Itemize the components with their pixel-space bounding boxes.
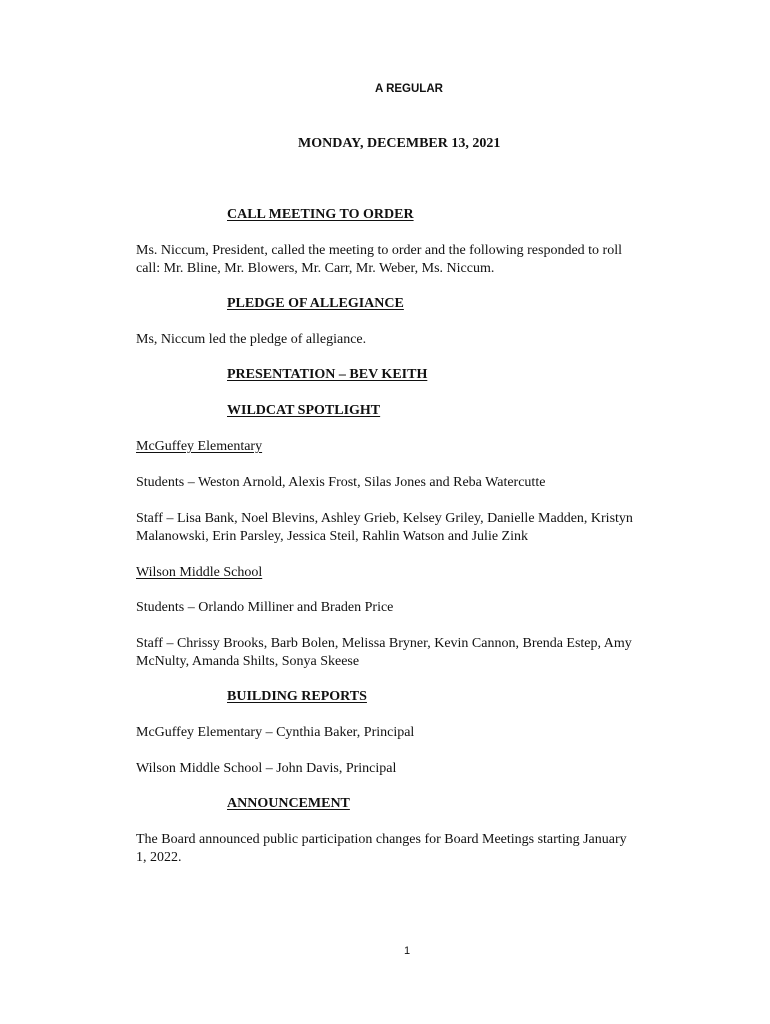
heading-pledge: PLEDGE OF ALLEGIANCE <box>227 296 404 311</box>
report-mcguffey: McGuffey Elementary – Cynthia Baker, Principal <box>136 725 415 740</box>
roll-call-line-2: call: Mr. Bline, Mr. Blowers, Mr. Carr, Mr. Weber, Ms. Niccum. <box>136 261 495 276</box>
mcguffey-staff-line-1: Staff – Lisa Bank, Noel Blevins, Ashley Grieb, Kelsey Griley, Danielle Madden, Kristyn <box>136 511 633 526</box>
roll-call-line-1: Ms. Niccum, President, called the meeting to order and the following responded to roll <box>136 243 622 258</box>
heading-call-to-order: CALL MEETING TO ORDER <box>227 207 414 222</box>
meeting-date: MONDAY, DECEMBER 13, 2021 <box>298 136 501 151</box>
school-name-mcguffey: McGuffey Elementary <box>136 439 263 454</box>
heading-wildcat-spotlight: WILDCAT SPOTLIGHT <box>227 403 381 418</box>
wilson-staff-line-1: Staff – Chrissy Brooks, Barb Bolen, Melissa Bryner, Kevin Cannon, Brenda Estep, Amy <box>136 636 632 651</box>
mcguffey-students: Students – Weston Arnold, Alexis Frost, Silas Jones and Reba Watercutte <box>136 475 546 490</box>
wilson-staff-line-2: McNulty, Amanda Shilts, Sonya Skeese <box>136 654 360 669</box>
announcement-line-2: 1, 2022. <box>136 850 182 865</box>
pledge-text: Ms, Niccum led the pledge of allegiance. <box>136 332 367 347</box>
report-wilson: Wilson Middle School – John Davis, Principal <box>136 761 397 776</box>
announcement-line-1: The Board announced public participation changes for Board Meetings starting January <box>136 832 627 847</box>
school-name-wilson: Wilson Middle School <box>136 565 263 580</box>
wilson-students: Students – Orlando Milliner and Braden Price <box>136 600 394 615</box>
document-kicker: A REGULAR <box>375 83 443 95</box>
heading-building-reports: BUILDING REPORTS <box>227 689 367 704</box>
mcguffey-staff-line-2: Malanowski, Erin Parsley, Jessica Steil, Rahlin Watson and Julie Zink <box>136 529 528 544</box>
heading-announcement: ANNOUNCEMENT <box>227 796 350 811</box>
heading-presentation: PRESENTATION – BEV KEITH <box>227 367 428 382</box>
page-number: 1 <box>404 945 411 957</box>
